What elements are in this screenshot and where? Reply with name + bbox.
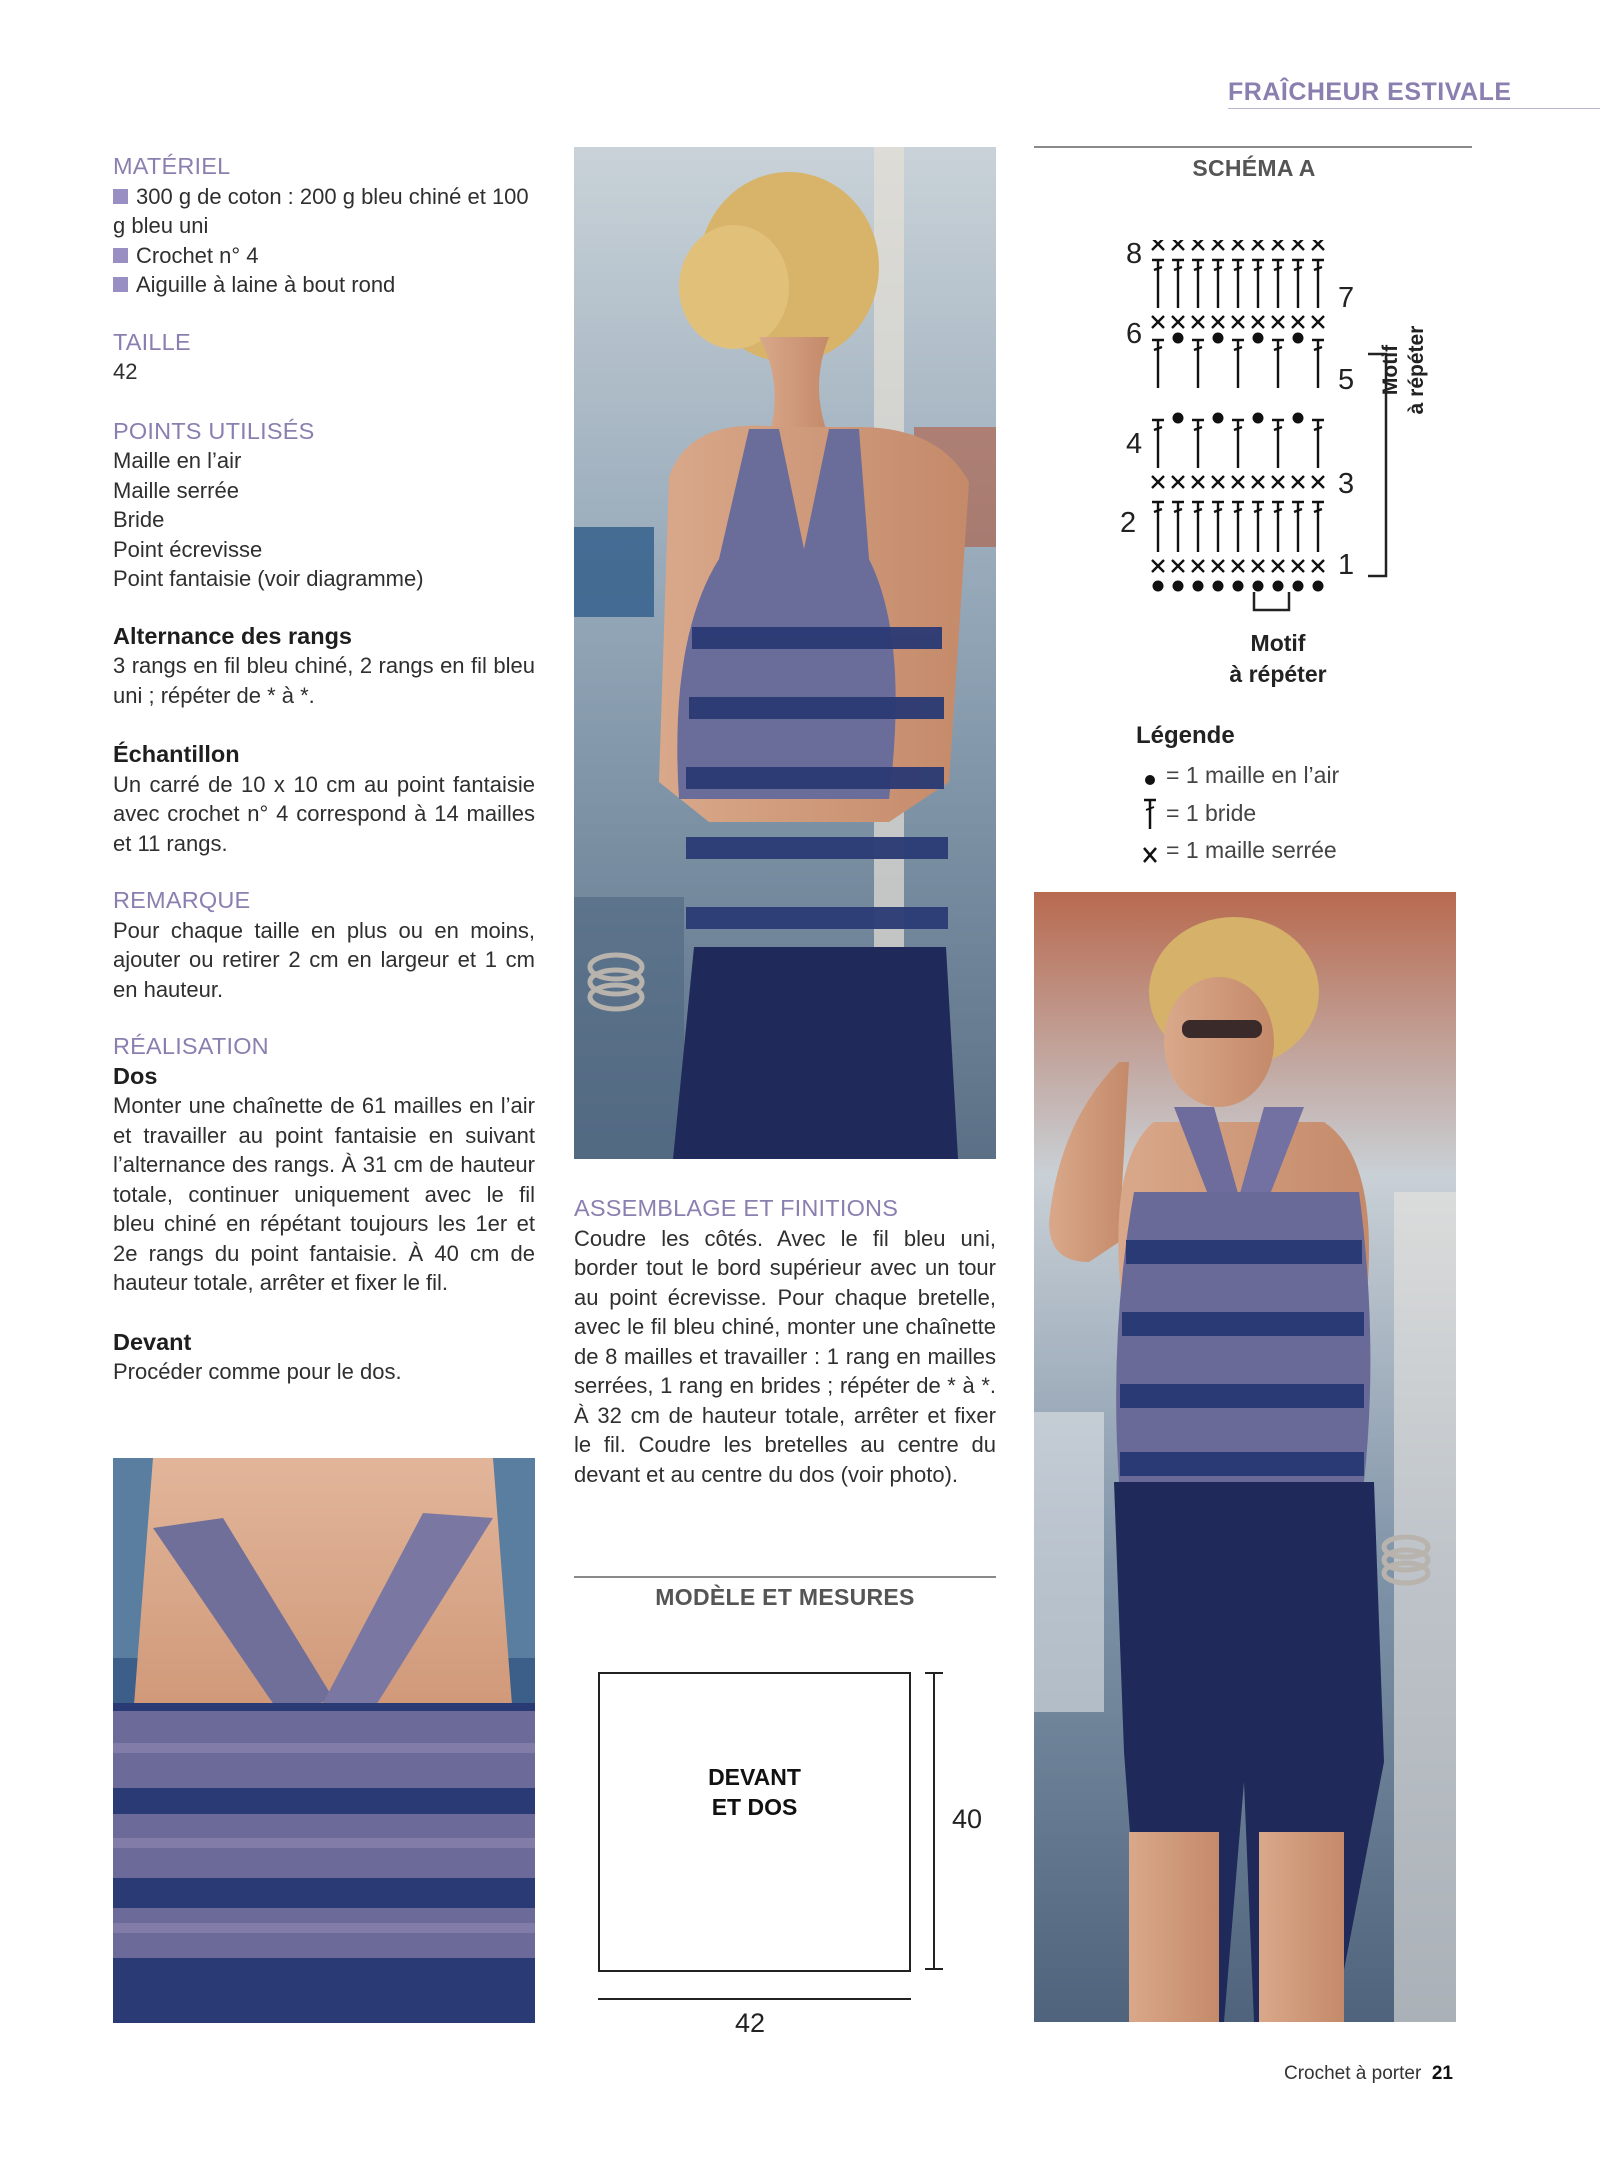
- double-crochet-symbol: [1272, 502, 1284, 552]
- double-crochet-symbol: [1192, 340, 1204, 388]
- single-crochet-icon: [1142, 844, 1158, 864]
- double-crochet-symbol: [1272, 340, 1284, 388]
- single-crochet-symbol: [1212, 240, 1224, 250]
- running-head-rule: [1228, 108, 1600, 109]
- page-number: 21: [1431, 2063, 1453, 2084]
- alternance-text: 3 rangs en fil bleu chiné, 2 rangs en fil bleu uni ; répéter de * à *.: [113, 653, 535, 708]
- single-crochet-symbol: [1252, 240, 1264, 250]
- points-item: Point fantaisie (voir diagramme): [113, 566, 424, 591]
- row-number: 1: [1338, 549, 1355, 581]
- single-crochet-symbol: [1192, 240, 1204, 250]
- materiel-item: Crochet n° 4: [113, 241, 535, 271]
- single-crochet-symbol: [1192, 316, 1204, 328]
- motif-side-label: Motif à répéter: [1379, 325, 1428, 415]
- page-footer: [1284, 2063, 1453, 2085]
- modele-title: MODÈLE ET MESURES: [655, 1584, 915, 1610]
- double-crochet-symbol: [1152, 340, 1164, 388]
- row-number: 7: [1338, 282, 1355, 314]
- single-crochet-symbol: [1152, 476, 1164, 488]
- points-item: Bride: [113, 507, 165, 532]
- remarque-text: Pour chaque taille en plus ou en moins, ajouter ou retirer 2 cm en largeur et 1 cm en hauteur.: [113, 917, 535, 1002]
- left-column: [113, 152, 535, 1387]
- devant-text: Procéder comme pour le dos.: [113, 1359, 402, 1384]
- single-crochet-symbol: [1272, 316, 1284, 328]
- realisation-title: RÉALISATION: [113, 1033, 269, 1059]
- alternance-title: Alternance des rangs: [113, 622, 353, 649]
- single-crochet-symbol: [1172, 560, 1184, 572]
- height-dim-tick-bottom: [925, 1968, 943, 1970]
- double-crochet-symbol: [1232, 260, 1244, 308]
- legend-item-maille-serree: = 1 maille serrée: [1166, 837, 1337, 863]
- assemblage-title: ASSEMBLAGE ET FINITIONS: [574, 1195, 899, 1221]
- photo-closeup: [113, 1458, 535, 2023]
- single-crochet-symbol: [1292, 476, 1304, 488]
- dos-text: Monter une chaînette de 61 mailles en l’air et travailler au point fantaisie en suivant l’alternance des rangs. À 31 cm de hauteur totale, continuer uniquement avec le fil bleu chiné en répétant toujours les 1er et 2e rangs du point fantaisie. À 40 cm de hauteur totale, arrêter et fixer le fil.: [113, 1093, 535, 1295]
- width-dimension-value: 42: [735, 2008, 766, 2038]
- single-crochet-symbol: [1192, 476, 1204, 488]
- legende-title: Légende: [1136, 722, 1235, 749]
- chain-stitch-symbol: [1233, 581, 1244, 592]
- row-number: 4: [1126, 428, 1143, 460]
- double-crochet-symbol: [1232, 340, 1244, 388]
- double-crochet-symbol: [1152, 420, 1164, 468]
- square-bullet-icon: [113, 277, 128, 292]
- single-crochet-symbol: [1192, 560, 1204, 572]
- double-crochet-symbol: [1272, 420, 1284, 468]
- chain-stitch-symbol: [1313, 581, 1324, 592]
- assemblage-text: Coudre les côtés. Avec le fil bleu uni, border tout le bord supérieur avec un tour au point écrevisse. Pour chaque bretelle, avec le fil bleu chiné, monter une chaînette de 8 mailles et travailler : 1 rang en mailles serrées, 1 rang en brides ; répéter de * à *. À 32 cm de hauteur totale, arrêter et fixer le fil. Coudre les bretelles au centre du devant et au centre du dos (voir photo).: [574, 1225, 996, 1487]
- magazine-name: Crochet à porter: [1284, 2063, 1422, 2084]
- double-crochet-symbol: [1292, 502, 1304, 552]
- chain-stitch-symbol: [1153, 581, 1164, 592]
- single-crochet-symbol: [1312, 316, 1324, 328]
- dos-title: Dos: [113, 1062, 158, 1089]
- square-bullet-icon: [113, 248, 128, 263]
- chain-stitch-symbol: [1213, 581, 1224, 592]
- schema-title: SCHÉMA A: [1192, 155, 1316, 181]
- double-crochet-symbol: [1232, 420, 1244, 468]
- single-crochet-symbol: [1272, 476, 1284, 488]
- double-crochet-symbol: [1272, 260, 1284, 308]
- single-crochet-symbol: [1232, 476, 1244, 488]
- row-number: 6: [1126, 318, 1143, 350]
- single-crochet-symbol: [1292, 240, 1304, 250]
- photo-back-view: [574, 147, 996, 1159]
- height-dim-tick-top: [925, 1672, 943, 1674]
- chain-stitch-symbol: [1213, 333, 1224, 344]
- single-crochet-symbol: [1232, 316, 1244, 328]
- square-bullet-icon: [113, 189, 128, 204]
- echantillon-title: Échantillon: [113, 741, 240, 767]
- chain-stitch-symbol: [1293, 413, 1304, 424]
- points-item: Point écrevisse: [113, 536, 263, 562]
- double-crochet-symbol: [1212, 260, 1224, 308]
- assemblage-section: [574, 1194, 996, 1489]
- single-crochet-symbol: [1152, 240, 1164, 250]
- single-crochet-symbol: [1152, 316, 1164, 328]
- double-crochet-symbol: [1252, 260, 1264, 308]
- row-number: 5: [1338, 364, 1355, 396]
- single-crochet-symbol: [1212, 560, 1224, 572]
- motif-bracket-bottom: [1252, 590, 1292, 614]
- double-crochet-symbol: [1172, 260, 1184, 308]
- single-crochet-symbol: [1212, 476, 1224, 488]
- materiel-title: MATÉRIEL: [113, 153, 231, 179]
- chain-stitch-symbol: [1253, 333, 1264, 344]
- double-crochet-symbol: [1152, 260, 1164, 308]
- double-crochet-symbol: [1252, 502, 1264, 552]
- single-crochet-symbol: [1252, 476, 1264, 488]
- single-crochet-symbol: [1152, 560, 1164, 572]
- chain-stitch-symbol: [1293, 581, 1304, 592]
- double-crochet-symbol: [1312, 502, 1324, 552]
- single-crochet-symbol: [1252, 560, 1264, 572]
- schema-rule: [1034, 146, 1472, 148]
- chain-stitch-symbol: [1173, 413, 1184, 424]
- points-title: POINTS UTILISÉS: [113, 417, 315, 444]
- single-crochet-symbol: [1312, 240, 1324, 250]
- chain-stitch-symbol: [1293, 333, 1304, 344]
- single-crochet-symbol: [1172, 316, 1184, 328]
- crochet-chart-symbols: [1148, 240, 1348, 600]
- single-crochet-symbol: [1272, 240, 1284, 250]
- points-item: Maille serrée: [113, 477, 239, 503]
- chain-stitch-symbol: [1173, 581, 1184, 592]
- taille-title: TAILLE: [113, 328, 191, 355]
- single-crochet-symbol: [1312, 560, 1324, 572]
- row-number: 8: [1126, 238, 1143, 270]
- chain-stitch-symbol: [1193, 581, 1204, 592]
- echantillon-text: Un carré de 10 x 10 cm au point fantaisie avec crochet n° 4 correspond à 14 mailles et 11 rangs.: [113, 771, 535, 856]
- chain-stitch-symbol: [1213, 413, 1224, 424]
- double-crochet-symbol: [1292, 260, 1304, 308]
- legend-item-bride: = 1 bride: [1166, 800, 1257, 826]
- double-crochet-symbol: [1312, 260, 1324, 308]
- height-dimension-value: 40: [952, 1804, 983, 1834]
- legend-item-chain: = 1 maille en l’air: [1166, 762, 1340, 788]
- row-number: 2: [1120, 507, 1137, 539]
- chain-stitch-icon: [1142, 768, 1158, 788]
- devant-title: Devant: [113, 1328, 192, 1355]
- modele-rule: [574, 1576, 996, 1578]
- single-crochet-symbol: [1312, 476, 1324, 488]
- remarque-title: REMARQUE: [113, 887, 251, 913]
- running-head: FRAÎCHEUR ESTIVALE: [1228, 78, 1512, 106]
- double-crochet-symbol: [1312, 340, 1324, 388]
- materiel-item: Aiguille à laine à bout rond: [113, 270, 535, 300]
- row-number: 3: [1338, 468, 1355, 500]
- single-crochet-symbol: [1292, 560, 1304, 572]
- motif-bottom-label: Motif à répéter: [1229, 630, 1327, 687]
- single-crochet-symbol: [1212, 316, 1224, 328]
- points-item: Maille en l’air: [113, 448, 242, 473]
- single-crochet-symbol: [1272, 560, 1284, 572]
- height-dimension-line: [933, 1672, 935, 1970]
- single-crochet-symbol: [1232, 560, 1244, 572]
- chain-stitch-symbol: [1173, 333, 1184, 344]
- double-crochet-icon: [1142, 797, 1158, 831]
- single-crochet-symbol: [1172, 240, 1184, 250]
- double-crochet-symbol: [1192, 260, 1204, 308]
- width-dimension-line: [598, 1998, 911, 2000]
- materiel-item: 300 g de coton : 200 g bleu chiné et 100 g bleu uni: [113, 183, 529, 238]
- chain-stitch-symbol: [1253, 413, 1264, 424]
- single-crochet-symbol: [1232, 240, 1244, 250]
- double-crochet-symbol: [1192, 502, 1204, 552]
- schematic-rectangle: [598, 1672, 911, 1972]
- photo-front-view: [1034, 892, 1456, 2022]
- double-crochet-symbol: [1152, 502, 1164, 552]
- double-crochet-symbol: [1212, 502, 1224, 552]
- double-crochet-symbol: [1312, 420, 1324, 468]
- double-crochet-symbol: [1192, 420, 1204, 468]
- double-crochet-symbol: [1232, 502, 1244, 552]
- taille-value: 42: [113, 359, 138, 384]
- single-crochet-symbol: [1172, 476, 1184, 488]
- schematic-label: DEVANT ET DOS: [708, 1764, 801, 1820]
- single-crochet-symbol: [1252, 316, 1264, 328]
- single-crochet-symbol: [1292, 316, 1304, 328]
- double-crochet-symbol: [1172, 502, 1184, 552]
